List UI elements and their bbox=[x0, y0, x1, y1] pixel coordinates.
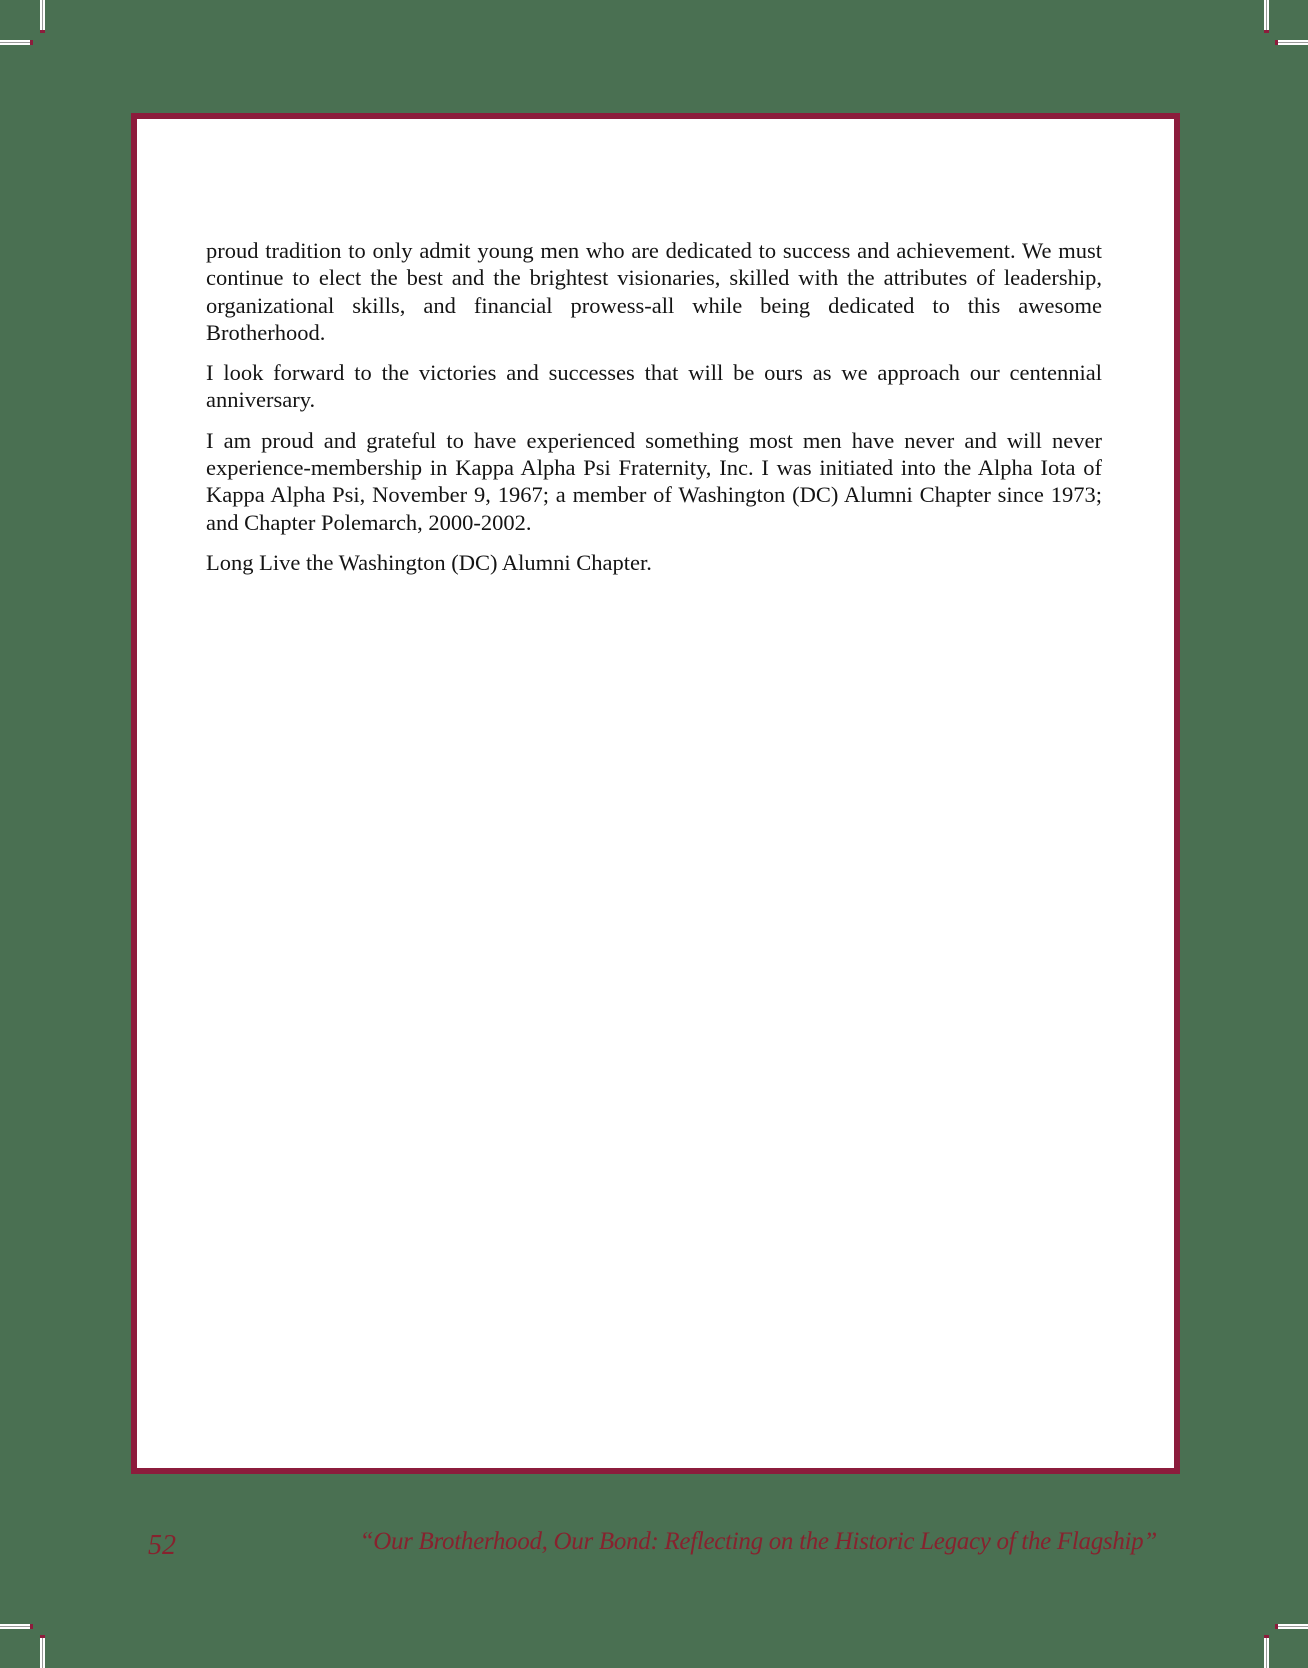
body-paragraph: I look forward to the victories and successes that will be ours as we approach our centennial anniversary. bbox=[206, 360, 1102, 413]
crop-mark-top-right-horizontal bbox=[1278, 40, 1308, 45]
crop-mark-top-left-vertical bbox=[40, 0, 45, 30]
crop-mark-bottom-left-vertical bbox=[40, 1638, 45, 1668]
crop-mark-top-left-horizontal bbox=[0, 40, 30, 45]
crop-mark-top-right-vertical bbox=[1264, 0, 1269, 30]
book-page bbox=[131, 113, 1180, 1474]
body-paragraph: proud tradition to only admit young men who are dedicated to success and achievement. We must continue to elect the best and the brightest visionaries, skilled with the attributes of leadership, organizational skills, and financial prowess-all while being dedicated to this awesome Brotherhood. bbox=[206, 238, 1102, 345]
crop-mark-bottom-right-vertical bbox=[1264, 1638, 1269, 1668]
crop-mark-bottom-left-horizontal bbox=[0, 1624, 30, 1629]
crop-mark-bottom-right-horizontal bbox=[1278, 1624, 1308, 1629]
page-number: 52 bbox=[148, 1530, 176, 1561]
body-paragraph: I am proud and grateful to have experienced something most men have never and will never experience-membership in Kappa Alpha Psi Fraternity, Inc. I was initiated into the Alpha Iota of Kappa Alpha Psi, November 9, 1967; a member of Washington (DC) Alumni Chapter since 1973; and Chapter Polemarch, 2000-2002. bbox=[206, 427, 1102, 535]
page-text-block bbox=[137, 119, 1174, 576]
body-paragraph: Long Live the Washington (DC) Alumni Chapter. bbox=[206, 549, 652, 575]
running-title: “Our Brotherhood, Our Bond: Reflecting on the Historic Legacy of the Flagship” bbox=[359, 1528, 1157, 1555]
